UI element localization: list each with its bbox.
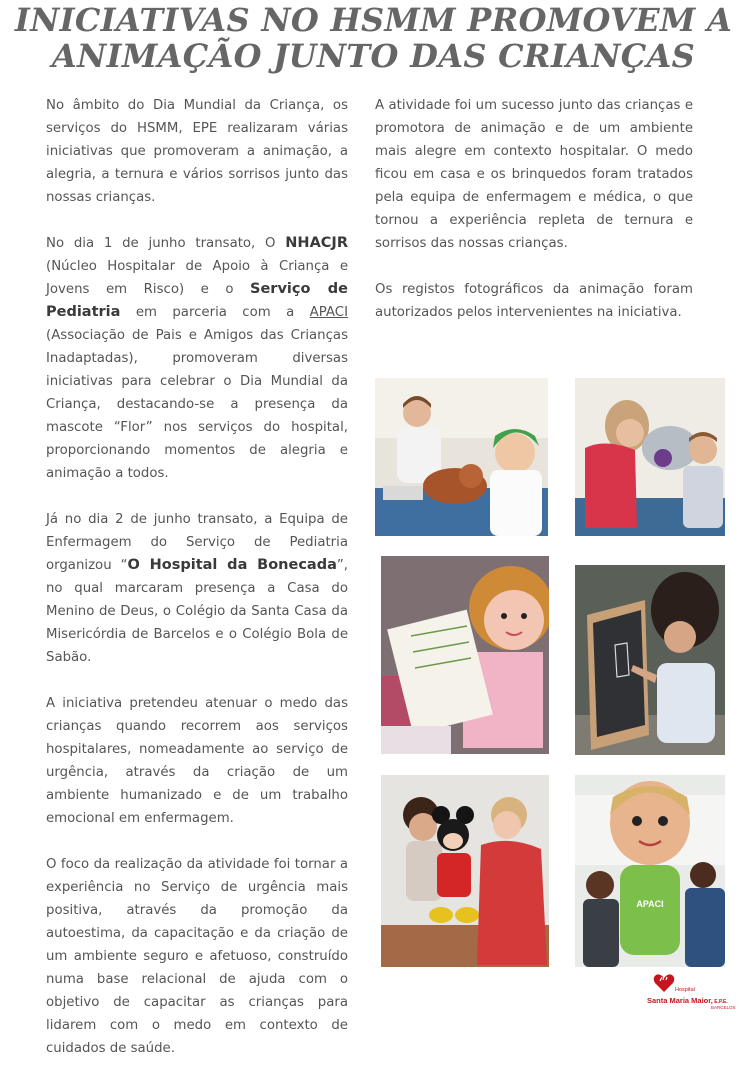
photo-doll-with-card	[381, 556, 549, 754]
paragraph-focus: O foco da realização da atividade foi tornar a experiência no Serviço de urgência mais positiva, através da promoção da autoestima, da capacitação e da criação de um ambiente seguro e afetuoso, construído numa base relacional de ajuda com o objetivo de capacitar as crianças para lidarem com o medo em contexto de cuidados de saúde.	[46, 857, 348, 1056]
heart-hand-icon	[653, 973, 675, 993]
photo-girl-chalkboard	[575, 565, 725, 755]
text-run: Já no dia 2 de junho transato, a Equipa de Enfermagem do Serviço de Pediatria organizou “	[46, 512, 348, 573]
servico-pediatria-term: Serviço de Pediatria	[46, 281, 348, 320]
text-run: (Associação de Pais e Amigos das Crianças Inadaptadas), promoveram diversas iniciativas para celebrar o Dia Mundial da Criança, destacando-se a presença da mascote “Flor” nos serviços do hospital, proporcionando momentos de alegria e animação a todos.	[46, 328, 348, 481]
paragraph-june-1	[46, 232, 348, 485]
logo-hospital-label: Hospital	[675, 987, 695, 993]
nhacjr-term: NHACJR	[285, 235, 348, 251]
photo-doctor-plush-dog	[375, 378, 548, 536]
logo-epe-text: E.P.E.	[712, 999, 728, 1005]
hospital-bonecada-term: O Hospital da Bonecada	[127, 557, 337, 573]
logo-name-text: Santa Maria Maior,	[647, 996, 713, 1005]
paragraph-objective: A iniciativa pretendeu atenuar o medo das crianças quando recorrem aos serviços hospitalares, nomeadamente ao serviço de urgência, através da criação de um ambiente humanizado e de um trabalho emocional em enfermagem.	[46, 696, 348, 826]
apaci-badge: APACI	[636, 899, 664, 909]
text-run: em parceria com a	[120, 305, 310, 320]
photo-child-mickey-nurse	[381, 775, 549, 967]
text-run: ”, no qual marcaram presença a Casa do Menino de Deus, o Colégio da Santa Casa da Misericórdia de Barcelos e o Colégio Bola de Sabão.	[46, 558, 348, 665]
text-run: No dia 1 de junho transato, O	[46, 236, 286, 251]
photo-flor-mascot	[575, 775, 725, 967]
paragraph-photo-consent: Os registos fotográficos da animação foram autorizados pelos intervenientes na iniciativa.	[375, 282, 693, 320]
hospital-logo	[645, 973, 741, 1013]
paragraph-june-2	[46, 508, 348, 669]
paragraph-success: A atividade foi um sucesso junto das crianças e promotora de animação e de um ambiente mais alegre em contexto hospitalar. O medo ficou em casa e os brinquedos foram tratados pela equipa de enfermagem e médica, o que tornou a experiência repleta de ternura e sorrisos das nossas crianças.	[375, 98, 693, 251]
page-title	[0, 2, 747, 74]
logo-city: BARCELOS	[711, 1005, 736, 1010]
apaci-link[interactable]: APACI	[309, 305, 348, 320]
right-column	[375, 94, 693, 347]
left-column	[46, 94, 348, 1083]
photo-nurse-plush-child	[575, 378, 725, 536]
text-run: (Núcleo Hospitalar de Apoio à Criança e Jovens em Risco) e o	[46, 259, 348, 297]
title-line-2: ANIMAÇÃO JUNTO DAS CRIANÇAS	[51, 37, 696, 75]
logo-hospital-name	[647, 996, 728, 1005]
paragraph-intro: No âmbito do Dia Mundial da Criança, os serviços do HSMM, EPE realizaram várias iniciativas que promoveram a animação, a alegria, a ternura e vários sorrisos junto das nossas crianças.	[46, 98, 348, 205]
title-line-1: INICIATIVAS NO HSMM PROMOVEM A	[14, 1, 733, 39]
